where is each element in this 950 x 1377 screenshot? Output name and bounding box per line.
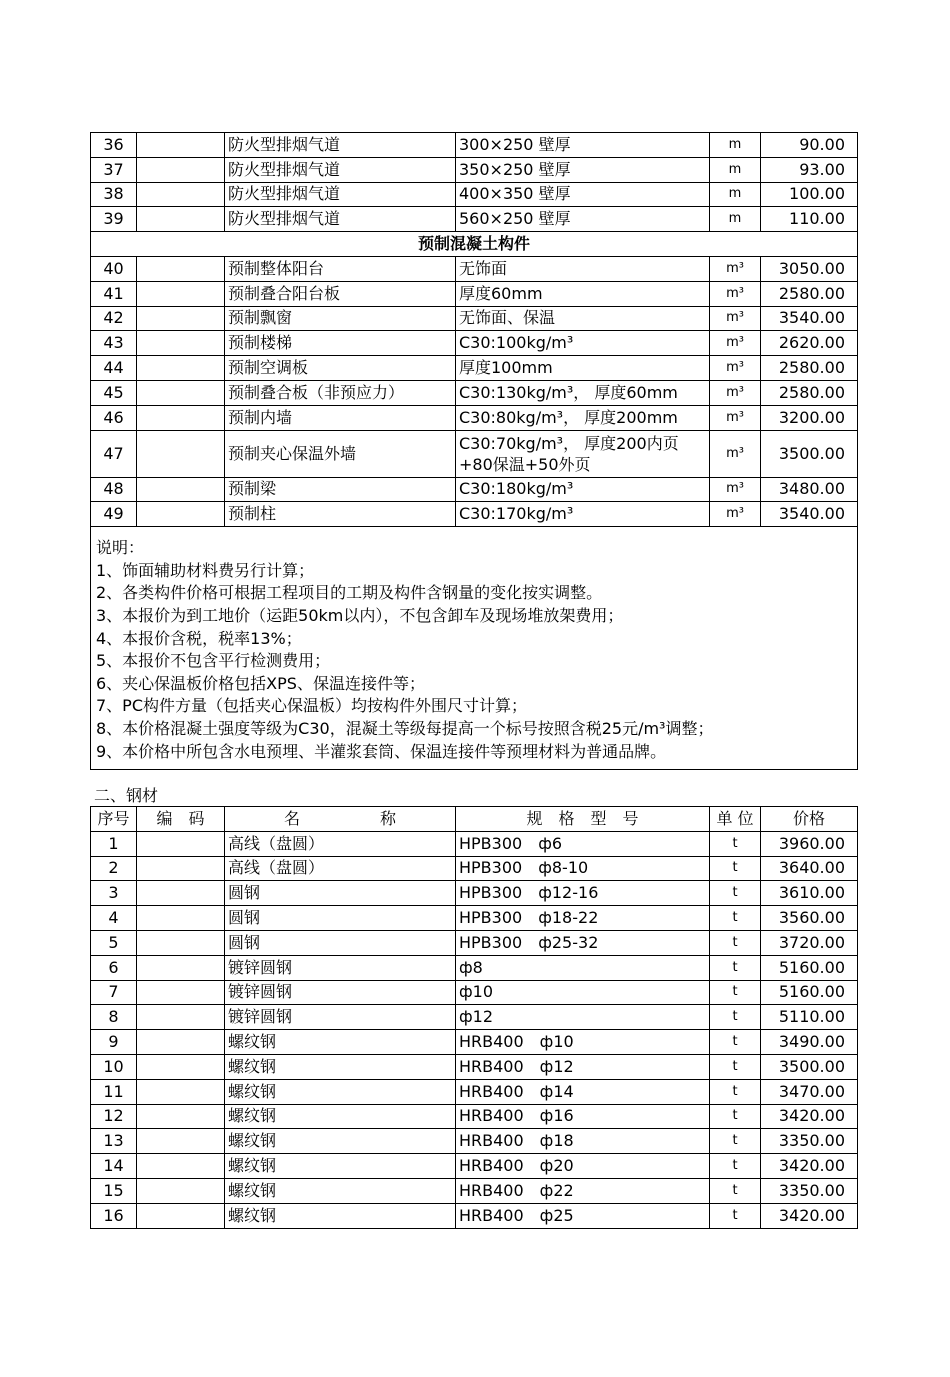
row-number: 4	[91, 906, 137, 931]
row-number: 6	[91, 955, 137, 980]
row-name: 预制梁	[225, 477, 456, 502]
row-name: 防火型排烟气道	[225, 133, 456, 158]
row-unit: t	[710, 1005, 761, 1030]
row-number: 7	[91, 980, 137, 1005]
note-line: 6、夹心保温板价格包括XPS、保温连接件等；	[96, 673, 425, 693]
row-code	[137, 1203, 225, 1228]
row-price: 3420.00	[761, 1154, 858, 1179]
row-number: 3	[91, 881, 137, 906]
row-code	[137, 182, 225, 207]
row-code	[137, 331, 225, 356]
row-number: 41	[91, 281, 137, 306]
row-price: 2580.00	[761, 356, 858, 381]
row-spec: HPB300 ф8-10	[456, 856, 710, 881]
row-unit: m³	[710, 331, 761, 356]
row-code	[137, 430, 225, 477]
row-spec: C30:180kg/m³	[456, 477, 710, 502]
row-name: 预制整体阳台	[225, 256, 456, 281]
row-unit: m³	[710, 256, 761, 281]
row-spec: 300×250 壁厚	[456, 133, 710, 158]
precast-rows	[91, 256, 858, 526]
row-code	[137, 157, 225, 182]
row-code	[137, 356, 225, 381]
row-code	[137, 502, 225, 527]
row-code	[137, 1154, 225, 1179]
row-name: 螺纹钢	[225, 1104, 456, 1129]
section-title-precast: 预制混凝土构件	[91, 232, 858, 257]
row-unit: t	[710, 1178, 761, 1203]
row-code	[137, 881, 225, 906]
row-price: 3470.00	[761, 1079, 858, 1104]
header-no: 序号	[91, 807, 137, 832]
row-price: 3420.00	[761, 1104, 858, 1129]
row-spec: 无饰面、保温	[456, 306, 710, 331]
row-price: 3200.00	[761, 405, 858, 430]
row-spec: 厚度60mm	[456, 281, 710, 306]
row-code	[137, 831, 225, 856]
precast-price-table	[90, 132, 858, 770]
table-row	[91, 930, 858, 955]
row-unit: t	[710, 955, 761, 980]
row-unit: m	[710, 182, 761, 207]
row-code	[137, 1030, 225, 1055]
table-row	[91, 856, 858, 881]
row-spec: C30:100kg/m³	[456, 331, 710, 356]
note-line: 5、本报价不包含平行检测费用；	[96, 651, 331, 671]
row-code	[137, 1054, 225, 1079]
row-name: 圆钢	[225, 906, 456, 931]
row-spec: HRB400 ф22	[456, 1178, 710, 1203]
table-row	[91, 281, 858, 306]
table-row	[91, 182, 858, 207]
table-row	[91, 1005, 858, 1030]
row-name: 螺纹钢	[225, 1129, 456, 1154]
row-name: 防火型排烟气道	[225, 207, 456, 232]
row-name: 预制叠合阳台板	[225, 281, 456, 306]
row-unit: m	[710, 133, 761, 158]
row-spec: 400×350 壁厚	[456, 182, 710, 207]
row-price: 5160.00	[761, 980, 858, 1005]
row-number: 43	[91, 331, 137, 356]
row-name: 预制空调板	[225, 356, 456, 381]
table-row	[91, 157, 858, 182]
header-spec: 规 格 型 号	[456, 807, 710, 832]
row-unit: t	[710, 1154, 761, 1179]
table-row	[91, 906, 858, 931]
row-spec: C30:80kg/m³， 厚度200mm	[456, 405, 710, 430]
row-number: 16	[91, 1203, 137, 1228]
row-spec: HPB300 ф25-32	[456, 930, 710, 955]
table-row	[91, 430, 858, 477]
row-name: 圆钢	[225, 930, 456, 955]
row-code	[137, 1104, 225, 1129]
row-price: 110.00	[761, 207, 858, 232]
table-row	[91, 1030, 858, 1055]
row-unit: t	[710, 856, 761, 881]
row-number: 39	[91, 207, 137, 232]
table-row	[91, 980, 858, 1005]
row-name: 防火型排烟气道	[225, 157, 456, 182]
row-number: 48	[91, 477, 137, 502]
row-unit: t	[710, 1129, 761, 1154]
row-number: 14	[91, 1154, 137, 1179]
row-spec: ф10	[456, 980, 710, 1005]
row-name: 预制飘窗	[225, 306, 456, 331]
row-number: 37	[91, 157, 137, 182]
table-row	[91, 356, 858, 381]
row-spec: HRB400 ф12	[456, 1054, 710, 1079]
header-price: 价格	[761, 807, 858, 832]
table-row	[91, 1129, 858, 1154]
row-number: 49	[91, 502, 137, 527]
row-price: 3960.00	[761, 831, 858, 856]
row-unit: t	[710, 1104, 761, 1129]
row-name: 镀锌圆钢	[225, 1005, 456, 1030]
row-name: 镀锌圆钢	[225, 955, 456, 980]
notes-row	[91, 527, 858, 770]
table-row	[91, 380, 858, 405]
row-price: 3500.00	[761, 1054, 858, 1079]
row-name: 螺纹钢	[225, 1203, 456, 1228]
row-price: 90.00	[761, 133, 858, 158]
row-code	[137, 281, 225, 306]
row-price: 3420.00	[761, 1203, 858, 1228]
row-name: 螺纹钢	[225, 1079, 456, 1104]
row-code	[137, 256, 225, 281]
row-price: 3480.00	[761, 477, 858, 502]
row-unit: m³	[710, 477, 761, 502]
row-spec: HPB300 ф12-16	[456, 881, 710, 906]
row-price: 93.00	[761, 157, 858, 182]
row-unit: t	[710, 980, 761, 1005]
section-header-row	[91, 232, 858, 257]
row-spec: HRB400 ф20	[456, 1154, 710, 1179]
note-line: 3、本报价为到工地价（运距50km以内），不包含卸车及现场堆放架费用；	[96, 605, 624, 625]
row-number: 11	[91, 1079, 137, 1104]
row-unit: m	[710, 157, 761, 182]
row-spec: 厚度100mm	[456, 356, 710, 381]
steel-rows	[91, 831, 858, 1228]
table-row	[91, 881, 858, 906]
table-row	[91, 133, 858, 158]
note-line: 2、各类构件价格可根据工程项目的工期及构件含钢量的变化按实调整。	[96, 583, 603, 603]
row-spec: HRB400 ф16	[456, 1104, 710, 1129]
row-spec: 无饰面	[456, 256, 710, 281]
note-line: 4、本报价含税，税率13%；	[96, 628, 302, 648]
row-number: 47	[91, 430, 137, 477]
row-spec: HRB400 ф10	[456, 1030, 710, 1055]
row-price: 3350.00	[761, 1129, 858, 1154]
row-name: 螺纹钢	[225, 1154, 456, 1179]
table-row	[91, 306, 858, 331]
row-unit: m³	[710, 356, 761, 381]
row-name: 预制夹心保温外墙	[225, 430, 456, 477]
row-number: 38	[91, 182, 137, 207]
row-price: 3640.00	[761, 856, 858, 881]
row-price: 3540.00	[761, 306, 858, 331]
row-code	[137, 980, 225, 1005]
row-unit: t	[710, 1203, 761, 1228]
row-price: 3490.00	[761, 1030, 858, 1055]
row-code	[137, 207, 225, 232]
row-price: 3540.00	[761, 502, 858, 527]
row-unit: m	[710, 207, 761, 232]
row-number: 15	[91, 1178, 137, 1203]
row-code	[137, 1129, 225, 1154]
row-name: 预制柱	[225, 502, 456, 527]
flue-rows	[91, 133, 858, 232]
table-row	[91, 955, 858, 980]
steel-section-title: 二、钢材	[94, 786, 159, 805]
row-unit: t	[710, 906, 761, 931]
row-code	[137, 306, 225, 331]
row-spec: 560×250 壁厚	[456, 207, 710, 232]
row-unit: m³	[710, 430, 761, 477]
row-unit: t	[710, 881, 761, 906]
row-price: 3720.00	[761, 930, 858, 955]
row-unit: t	[710, 1079, 761, 1104]
row-unit: t	[710, 1054, 761, 1079]
row-number: 8	[91, 1005, 137, 1030]
table-row	[91, 1203, 858, 1228]
row-code	[137, 380, 225, 405]
row-unit: t	[710, 1030, 761, 1055]
row-spec: HRB400 ф25	[456, 1203, 710, 1228]
row-number: 2	[91, 856, 137, 881]
row-number: 36	[91, 133, 137, 158]
row-number: 13	[91, 1129, 137, 1154]
note-line: 9、本价格中所包含水电预埋、半灌浆套筒、保温连接件等预埋材料为普通品牌。	[96, 741, 667, 761]
row-number: 46	[91, 405, 137, 430]
row-price: 2580.00	[761, 281, 858, 306]
row-code	[137, 906, 225, 931]
row-spec: 350×250 壁厚	[456, 157, 710, 182]
row-name: 镀锌圆钢	[225, 980, 456, 1005]
row-name: 高线（盘圆）	[225, 831, 456, 856]
row-name: 圆钢	[225, 881, 456, 906]
row-code	[137, 1178, 225, 1203]
table-row	[91, 207, 858, 232]
steel-header-row	[91, 807, 858, 832]
table-row	[91, 1178, 858, 1203]
row-name: 螺纹钢	[225, 1030, 456, 1055]
row-price: 3610.00	[761, 881, 858, 906]
row-price: 100.00	[761, 182, 858, 207]
row-spec: ф12	[456, 1005, 710, 1030]
row-number: 44	[91, 356, 137, 381]
row-price: 3350.00	[761, 1178, 858, 1203]
row-price: 2620.00	[761, 331, 858, 356]
row-number: 5	[91, 930, 137, 955]
row-number: 12	[91, 1104, 137, 1129]
row-spec: C30:70kg/m³， 厚度200内页+80保温+50外页	[456, 430, 710, 477]
row-spec: C30:170kg/m³	[456, 502, 710, 527]
row-name: 防火型排烟气道	[225, 182, 456, 207]
header-name: 名 称	[225, 807, 456, 832]
table-row	[91, 831, 858, 856]
note-line: 1、饰面辅助材料费另行计算；	[96, 560, 315, 580]
row-unit: m³	[710, 502, 761, 527]
row-spec: HPB300 ф6	[456, 831, 710, 856]
row-unit: m³	[710, 281, 761, 306]
row-code	[137, 405, 225, 430]
notes-block	[91, 527, 858, 770]
row-unit: t	[710, 831, 761, 856]
table-row	[91, 405, 858, 430]
row-name: 螺纹钢	[225, 1178, 456, 1203]
row-name: 高线（盘圆）	[225, 856, 456, 881]
row-code	[137, 133, 225, 158]
row-unit: t	[710, 930, 761, 955]
row-unit: m³	[710, 405, 761, 430]
row-name: 预制叠合板（非预应力）	[225, 380, 456, 405]
row-spec: ф8	[456, 955, 710, 980]
row-code	[137, 955, 225, 980]
row-unit: m³	[710, 380, 761, 405]
row-spec: HPB300 ф18-22	[456, 906, 710, 931]
note-line: 8、本价格混凝土强度等级为C30，混凝土等级每提高一个标号按照含税25元/m³调整；	[96, 718, 714, 738]
row-code	[137, 477, 225, 502]
steel-price-table	[90, 806, 858, 1229]
row-name: 螺纹钢	[225, 1054, 456, 1079]
row-price: 5110.00	[761, 1005, 858, 1030]
row-number: 42	[91, 306, 137, 331]
row-number: 10	[91, 1054, 137, 1079]
row-price: 3050.00	[761, 256, 858, 281]
table-row	[91, 331, 858, 356]
row-number: 45	[91, 380, 137, 405]
row-number: 40	[91, 256, 137, 281]
table-row	[91, 1104, 858, 1129]
row-unit: m³	[710, 306, 761, 331]
row-spec: HRB400 ф18	[456, 1129, 710, 1154]
table-row	[91, 1154, 858, 1179]
header-code: 编 码	[137, 807, 225, 832]
row-spec: HRB400 ф14	[456, 1079, 710, 1104]
note-line: 7、PC构件方量（包括夹心保温板）均按构件外围尺寸计算；	[96, 696, 528, 716]
table-row	[91, 477, 858, 502]
row-price: 5160.00	[761, 955, 858, 980]
row-price: 2580.00	[761, 380, 858, 405]
row-price: 3560.00	[761, 906, 858, 931]
row-number: 1	[91, 831, 137, 856]
row-code	[137, 930, 225, 955]
row-code	[137, 856, 225, 881]
table-row	[91, 256, 858, 281]
row-price: 3500.00	[761, 430, 858, 477]
table-row	[91, 1079, 858, 1104]
notes-heading: 说明：	[96, 538, 145, 558]
row-name: 预制楼梯	[225, 331, 456, 356]
row-name: 预制内墙	[225, 405, 456, 430]
row-spec: C30:130kg/m³， 厚度60mm	[456, 380, 710, 405]
row-code	[137, 1005, 225, 1030]
table-row	[91, 1054, 858, 1079]
row-number: 9	[91, 1030, 137, 1055]
row-code	[137, 1079, 225, 1104]
table-row	[91, 502, 858, 527]
header-unit: 单 位	[710, 807, 761, 832]
